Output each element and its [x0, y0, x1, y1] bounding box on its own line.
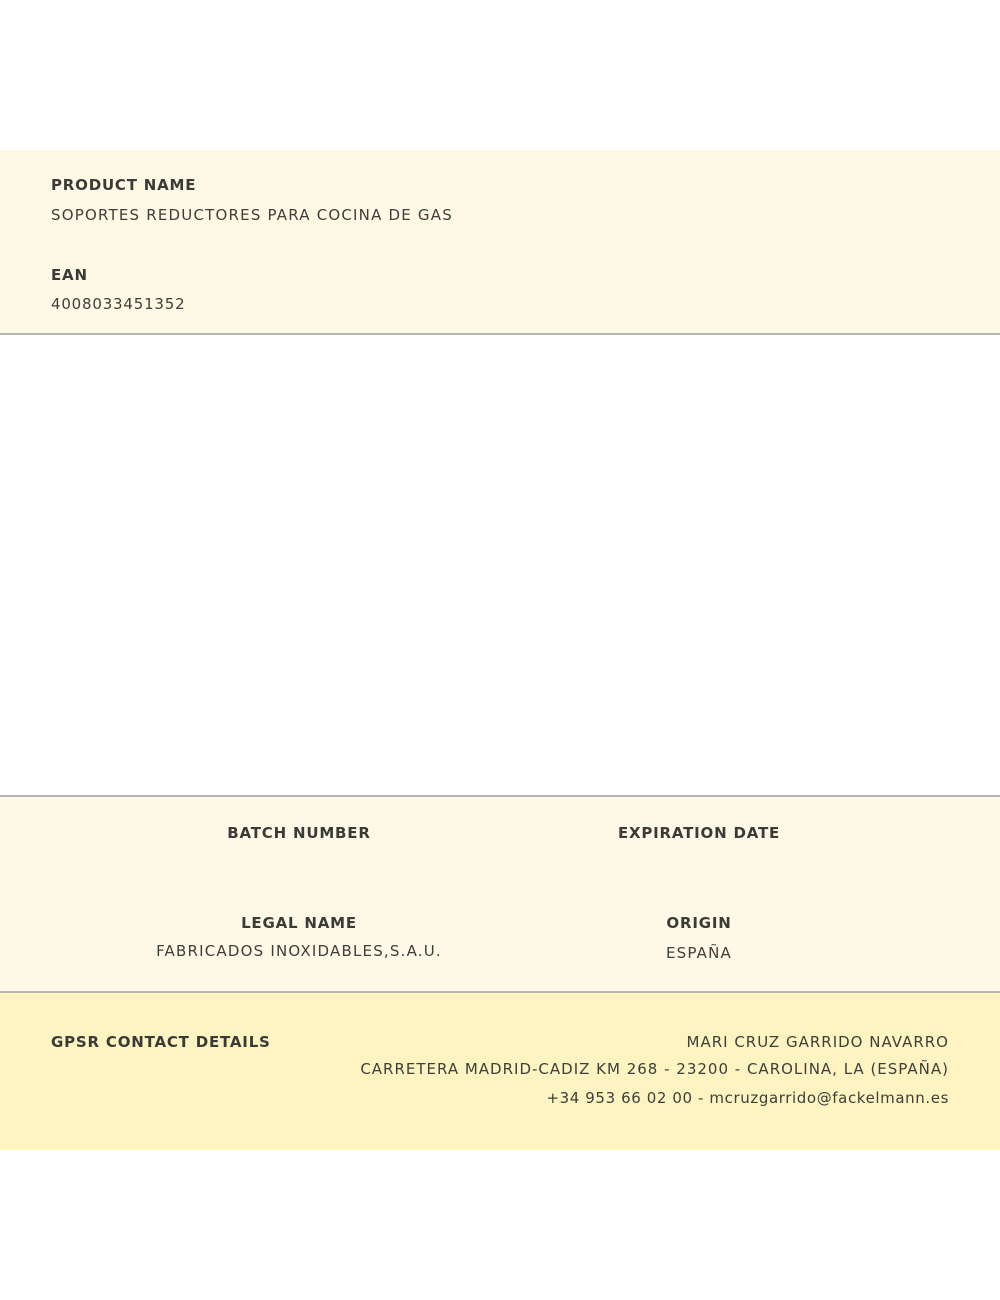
product-info-section — [0, 150, 1000, 335]
product-name-value: SOPORTES REDUCTORES PARA COCINA DE GAS — [51, 206, 453, 224]
gpsr-contact-section — [0, 993, 1000, 1150]
origin-label: ORIGIN — [666, 914, 732, 932]
batch-number-label: BATCH NUMBER — [227, 824, 371, 842]
origin-value: ESPAÑA — [665, 944, 733, 962]
legal-name-value: FABRICADOS INOXIDABLES,S.A.U. — [156, 942, 442, 960]
contact-phone-email: +34 953 66 02 00 - mcruzgarrido@fackelmann.es — [546, 1089, 949, 1107]
product-name-label: PRODUCT NAME — [51, 176, 197, 194]
batch-details-section — [0, 795, 1000, 993]
contact-address: CARRETERA MADRID-CADIZ KM 268 - 23200 - CAROLINA, LA (ESPAÑA) — [360, 1060, 949, 1078]
gpsr-contact-label: GPSR CONTACT DETAILS — [51, 1033, 271, 1051]
ean-label: EAN — [51, 266, 88, 284]
ean-value: 4008033451352 — [51, 295, 186, 313]
legal-name-label: LEGAL NAME — [241, 914, 357, 932]
expiration-date-label: EXPIRATION DATE — [617, 824, 781, 842]
contact-name: MARI CRUZ GARRIDO NAVARRO — [686, 1033, 949, 1051]
